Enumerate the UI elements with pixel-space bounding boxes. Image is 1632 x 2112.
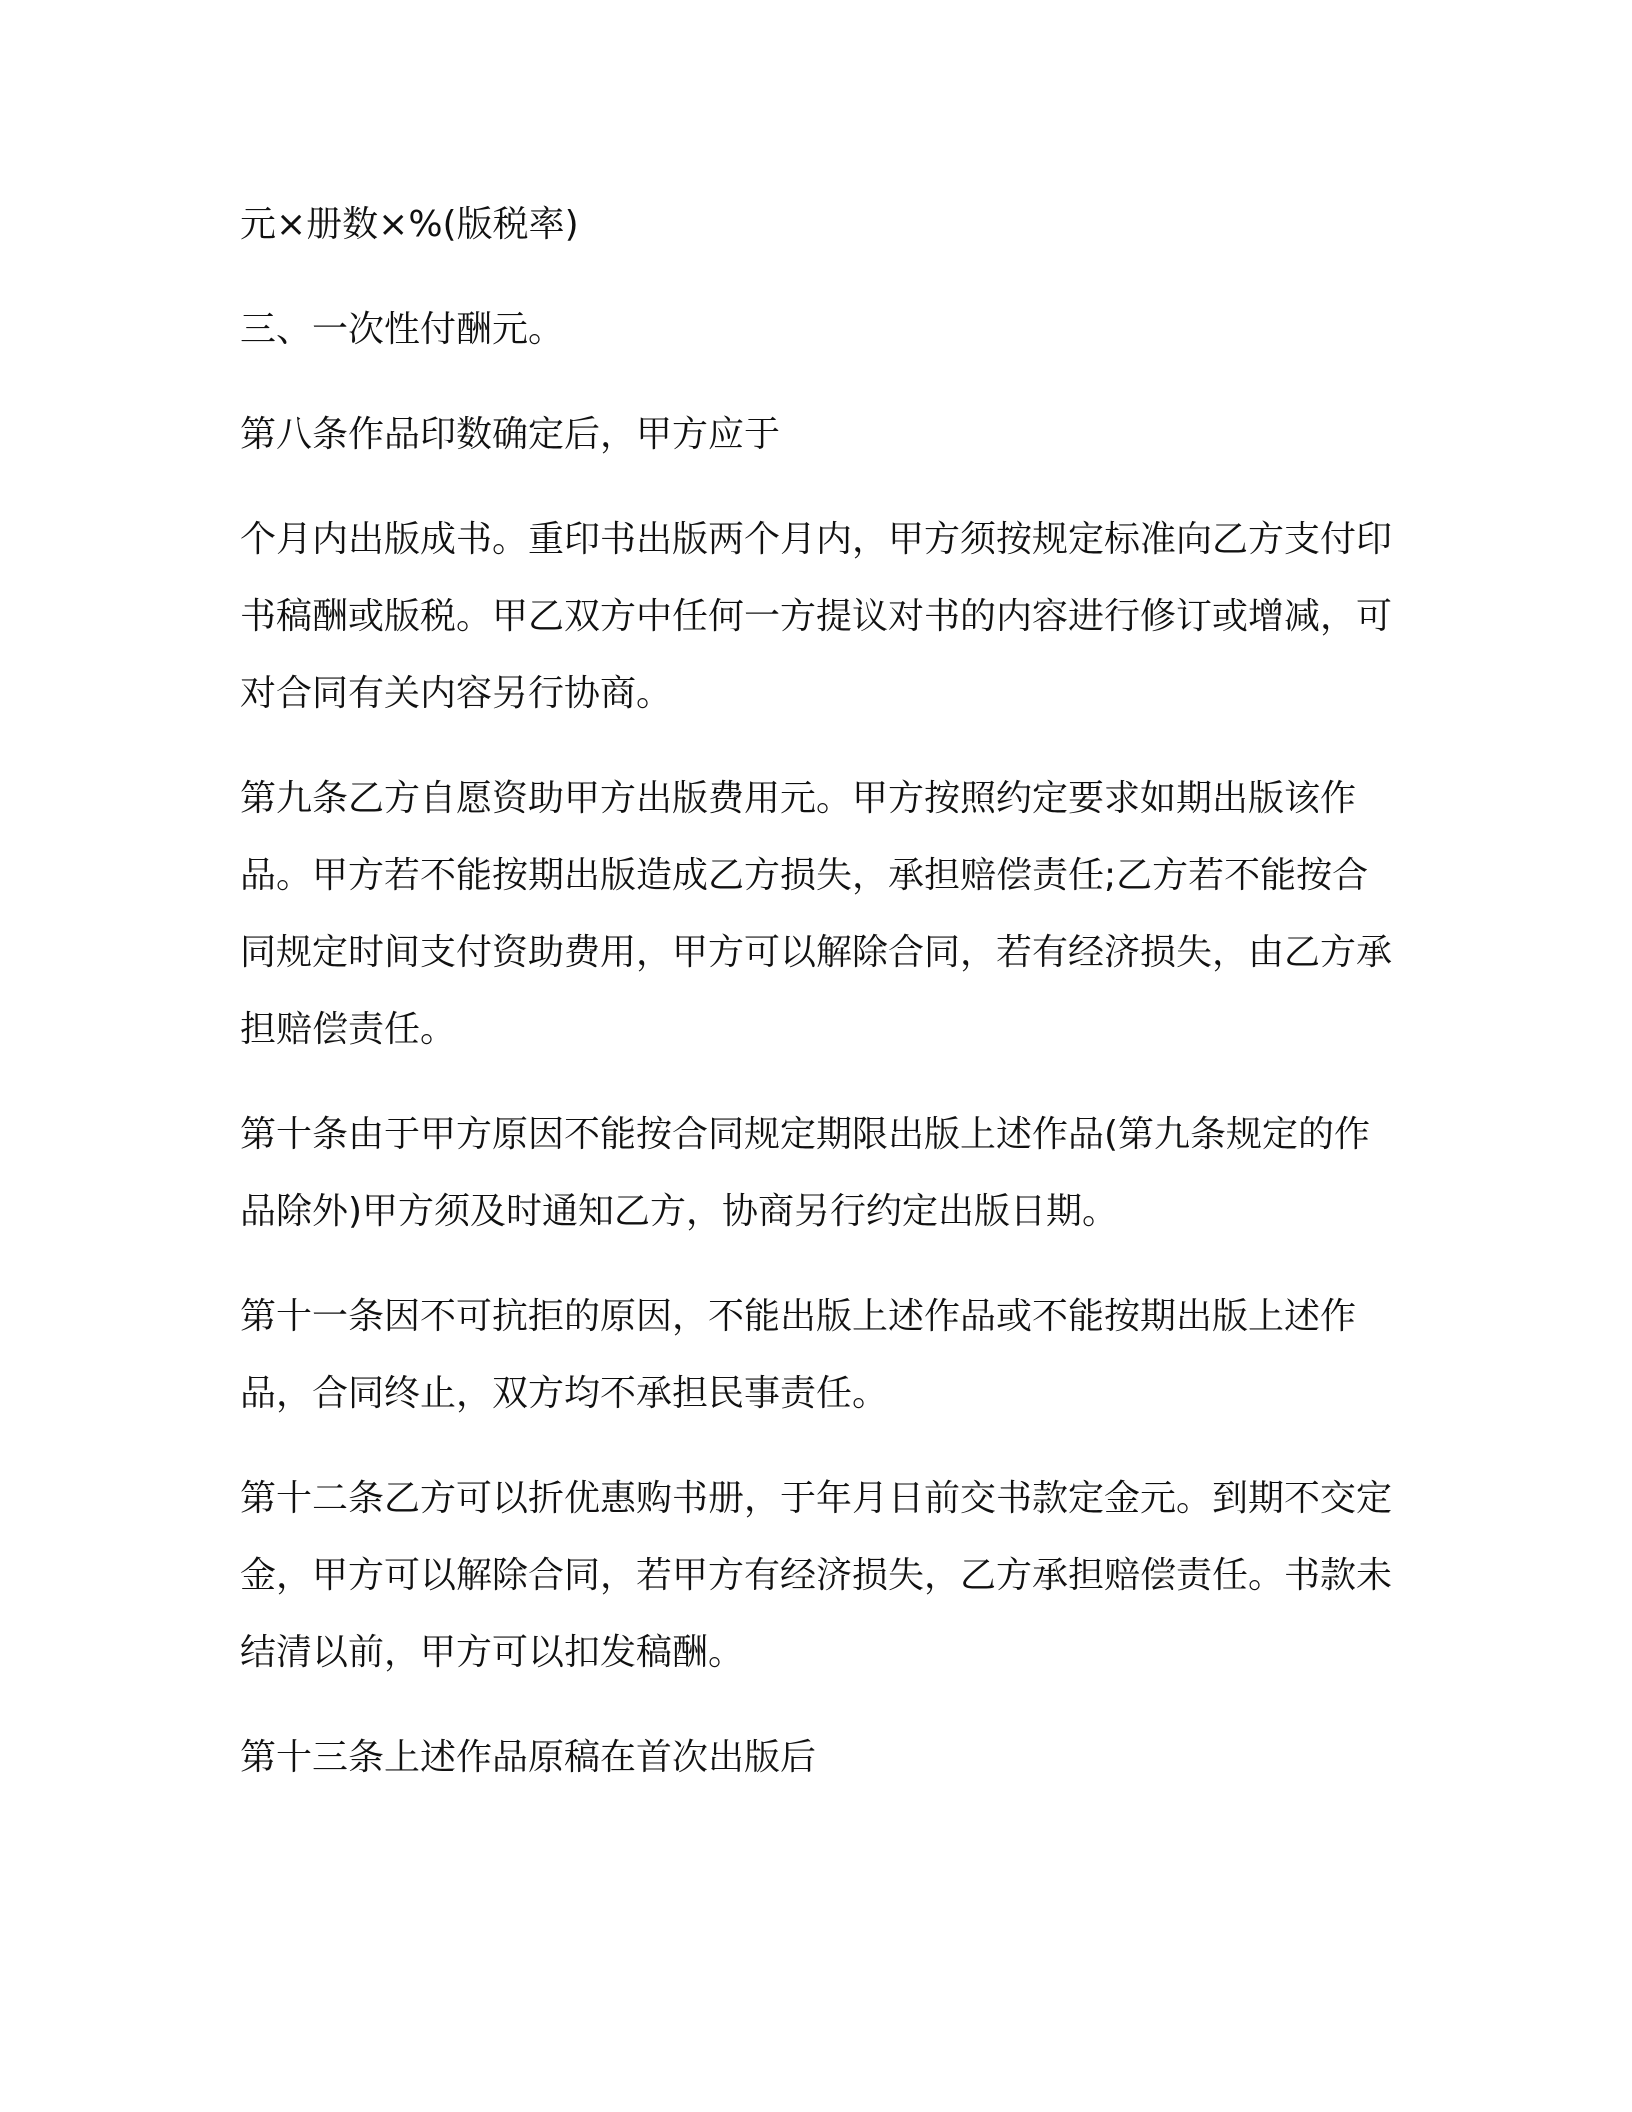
paragraph-article-8-body: 个月内出版成书。重印书出版两个月内，甲方须按规定标准向乙方支付印书稿酬或版税。甲乙双方中任何一方提议对书的内容进行修订或增减，可对合同有关内容另行协商。 <box>240 519 1393 714</box>
document-body <box>240 186 1400 1824</box>
paragraph-article-11: 第十一条因不可抗拒的原因，不能出版上述作品或不能按期出版上述作品，合同终止，双方均不承担民事责任。 <box>240 1296 1357 1414</box>
paragraph-article-8-heading: 第八条作品印数确定后，甲方应于 <box>240 414 781 455</box>
paragraph-lump-sum-payment: 三、一次性付酬元。 <box>240 309 565 350</box>
paragraph-article-13: 第十三条上述作品原稿在首次出版后 <box>240 1737 817 1778</box>
paragraph-article-10: 第十条由于甲方原因不能按合同规定期限出版上述作品(第九条规定的作品除外)甲方须及时通知乙方，协商另行约定出版日期。 <box>240 1114 1371 1232</box>
paragraph-article-9: 第九条乙方自愿资助甲方出版费用元。甲方按照约定要求如期出版该作品。甲方若不能按期出版造成乙方损失，承担赔偿责任;乙方若不能按合同规定时间支付资助费用，甲方可以解除合同，若有经济损失，由乙方承担赔偿责任。 <box>240 778 1393 1050</box>
paragraph-article-12: 第十二条乙方可以折优惠购书册，于年月日前交书款定金元。到期不交定金，甲方可以解除合同，若甲方有经济损失，乙方承担赔偿责任。书款未结清以前，甲方可以扣发稿酬。 <box>240 1478 1393 1673</box>
paragraph-royalty-formula: 元×册数×%(版税率) <box>240 204 579 245</box>
